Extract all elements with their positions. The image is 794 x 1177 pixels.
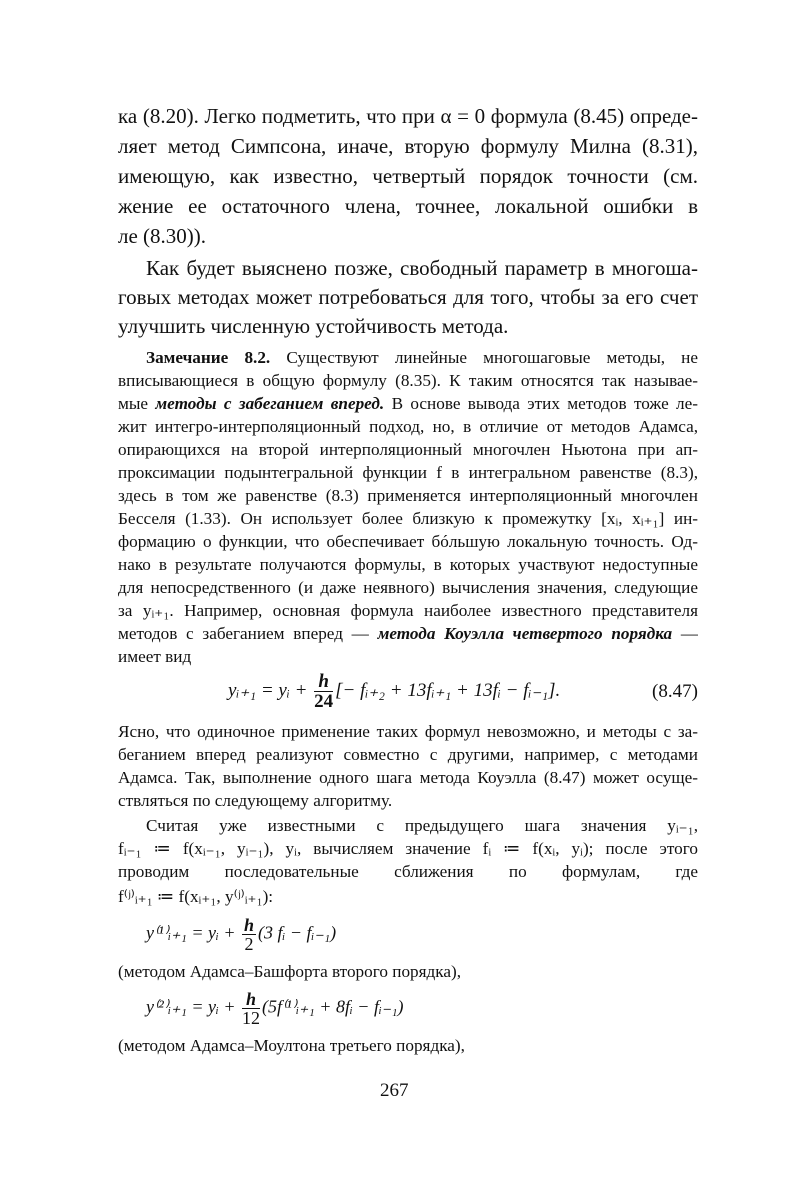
eq-rhs: (3 fᵢ − fᵢ₋₁) [257,922,337,943]
text-line: жение ее остаточного члена, точнее, локальной ошибки в [118,194,698,218]
eq-lhs: y⁽²⁾ᵢ₊₁ = yᵢ + [146,996,236,1017]
text-line: Адамса. Так, выполнение одного шага метода Коуэлла (8.47) может осуще- [118,768,698,787]
emphasized-term: метода Коуэлла четвертого порядка [377,624,673,643]
fraction: $\frac{h}{24}$ [314,671,334,712]
text-line: говых методах может потребоваться для того, чтобы за его счет [118,285,698,309]
equation-8-47 [228,672,560,711]
equation-ab2 [146,916,336,953]
text: Существуют линейные многошаговые методы, не [286,348,698,367]
text-line: ляет метод Симпсона, иначе, вторую формулу Милна (8.31), [118,134,698,158]
remark-line: Бесселя (1.33). Он использует более близкую к промежутку [xᵢ, xᵢ₊₁] ин- [118,509,698,528]
remark-line: жит интегро-интерполяционный подход, но, в отличие от методов Адамса, [118,417,698,436]
eq-lhs: yᵢ₊₁ = yᵢ + [228,679,308,701]
fraction: $\frac{h}{2}$ [243,915,254,954]
text-line: ствляться по следующему алгоритму. [118,791,393,810]
remark-line [118,394,698,414]
text-line: улучшить численную устойчивость метода. [118,314,509,338]
text: — [680,624,698,643]
text-line: ле (8.30)). [118,224,207,248]
page-number: 267 [380,1080,409,1101]
text-line: fᵢ₋₁ ≔ f(xᵢ₋₁, yᵢ₋₁), yᵢ, вычисляем значение fᵢ ≔ f(xᵢ, yᵢ); после этого [118,839,698,858]
fraction: $\frac{h}{12}$ [241,989,260,1028]
text-line: беганием вперед реализуют совместно с другими, например, с методами [118,745,698,764]
remark-line [146,348,698,368]
text: мые [118,394,149,413]
text: методов с забеганием вперед — [118,624,369,643]
text-line: Ясно, что одиночное применение таких формул невозможно, и методы с за- [118,722,698,741]
text-line: Как будет выяснено позже, свободный параметр в многоша- [146,256,698,280]
eq-lhs: y⁽¹⁾ᵢ₊₁ = yᵢ + [146,922,236,943]
text: В основе вывода этих методов тоже ле- [391,394,698,413]
text-line: (методом Адамса–Моултона третьего порядка), [118,1036,465,1055]
remark-line: нако в результате получаются формулы, в которых участвуют недоступные [118,555,698,574]
remark-line: имеет вид [118,647,192,666]
text-line: f⁽ʲ⁾ᵢ₊₁ ≔ f(xᵢ₊₁, y⁽ʲ⁾ᵢ₊₁): [118,887,274,906]
remark-line [118,624,698,644]
remark-line: проксимации подынтегральной функции f в интегральном равенстве (8.3), [118,463,698,482]
remark-line: здесь в том же равенстве (8.3) применяется интерполяционный многочлен [118,486,698,505]
text-line: имеющую, как известно, четвертый порядок точности (см. [118,164,698,188]
remark-line: за yᵢ₊₁. Например, основная формула наиболее известного представителя [118,601,698,620]
remark-line: вписывающиеся в общую формулу (8.35). К таким относятся так называе- [118,371,698,390]
remark-line: формацию о функции, что обеспечивает бóльшую локальную точность. Од- [118,532,698,551]
equation-label: (8.47) [652,681,698,702]
eq-rhs: (5f⁽¹⁾ᵢ₊₁ + 8fᵢ − fᵢ₋₁) [261,996,404,1017]
text-line: (методом Адамса–Башфорта второго порядка), [118,962,462,981]
text-line: Считая уже известными с предыдущего шага значения yᵢ₋₁, [146,816,698,835]
equation-am3 [146,990,404,1027]
text-line: проводим последовательные сближения по формулам, где [118,862,698,881]
eq-rhs: [− fᵢ₊₂ + 13fᵢ₊₁ + 13fᵢ − fᵢ₋₁]. [335,679,561,701]
text-line: ка (8.20). Легко подметить, что при α = 0 формула (8.45) опреде- [118,104,698,128]
remark-line: для непосредственного (и даже неявного) вычисления значения, следующие [118,578,698,597]
remark-title: Замечание 8.2. [146,348,271,367]
remark-line: опирающихся на второй интерполяционный многочлен Ньютона при ап- [118,440,698,459]
emphasized-term: методы с забеганием вперед. [155,394,385,413]
